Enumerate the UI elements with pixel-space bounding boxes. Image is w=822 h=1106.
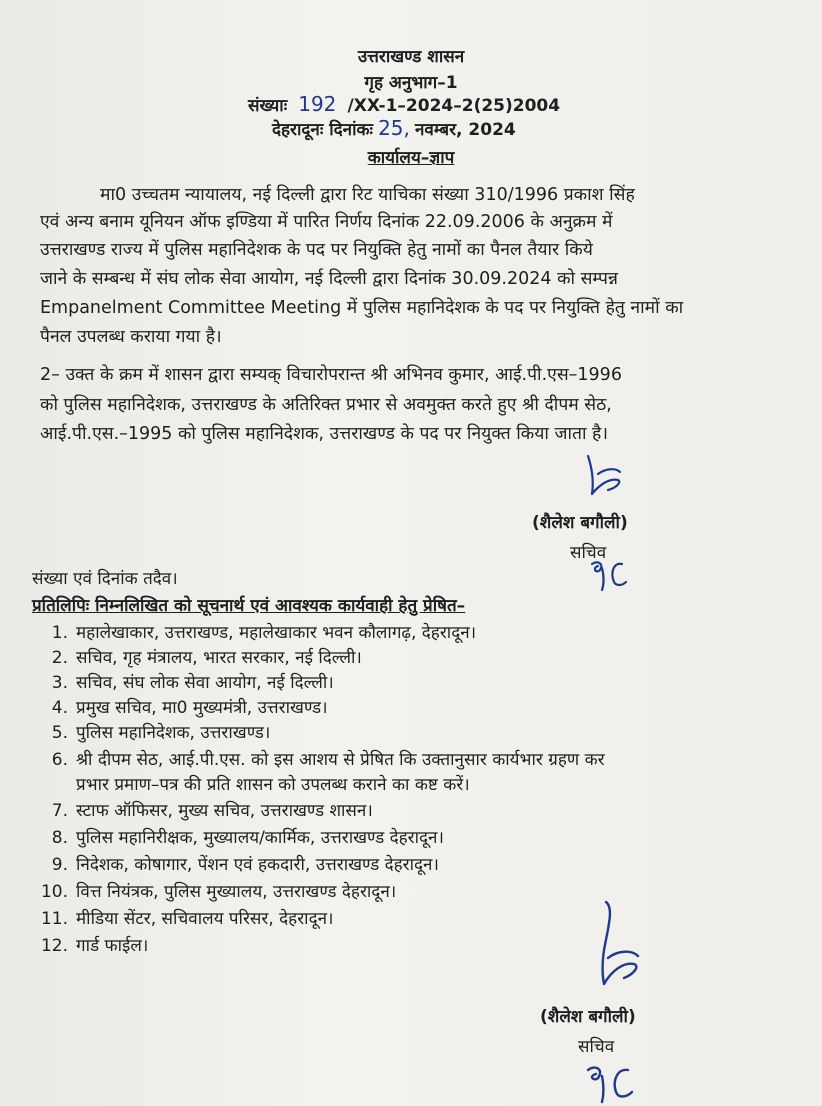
copy-item-6: 6. श्री दीपम सेठ, आई.पी.एस. को इस आशय से प्रेषित कि उक्तानुसार कार्यभार ग्रहण कर — [51, 750, 605, 770]
copy-ref-line: संख्या एवं दिनांक तदैव। — [32, 569, 178, 589]
handwritten-signature-icon — [570, 450, 640, 500]
copy-item-11: 11. मीडिया सेंटर, सचिवालय परिसर, देहरादून। — [40, 909, 334, 929]
copy-item-8: 8. पुलिस महानिरीक्षक, मुख्यालय/कार्मिक, उत्तराखण्ड देहरादून। — [51, 828, 444, 848]
place-date-label: देहरादूनः दिनांकः — [272, 120, 373, 140]
signature2-name: (शैलेश बगौली) — [540, 1007, 636, 1027]
para2-line-1: 2– उक्त के क्रम में शासन द्वारा सम्यक् विचारोपरान्त श्री अभिनव कुमार, आई.पी.एस–1996 — [40, 365, 622, 385]
signature1-designation: सचिव — [570, 543, 607, 563]
para1-line-6: पैनल उपलब्ध कराया गया है। — [40, 327, 222, 347]
copy-item-1: 1. महालेखाकार, उत्तराखण्ड, महालेखाकार भवन कौलागढ़, देहरादून। — [51, 623, 477, 643]
section-title: गृह अनुभाग–1 — [364, 73, 458, 93]
date-rest: नवम्बर, 2024 — [414, 120, 516, 140]
copy-item-5: 5. पुलिस महानिदेशक, उत्तराखण्ड। — [51, 723, 271, 743]
ref-rest: /XX-1–2024–2(25)2004 — [347, 96, 561, 116]
signature1-name: (शैलेश बगौली) — [532, 513, 628, 533]
reference-number — [248, 92, 560, 116]
copy-item-9: 9. निदेशक, कोषागार, पेंशन एवं हकदारी, उत्तराखण्ड देहरादून। — [51, 855, 439, 875]
handwritten-initials-icon — [588, 556, 628, 592]
handwritten-initials-icon — [584, 1060, 634, 1104]
para1-line-3: उत्तराखण्ड राज्य में पुलिस महानिदेशक के पद पर नियुक्ति हेतु नामों का पैनल तैयार किये — [40, 240, 593, 260]
copy-item-4: 4. प्रमुख सचिव, मा0 मुख्यमंत्री, उत्तराखण्ड। — [51, 698, 328, 718]
para2-line-2: को पुलिस महानिदेशक, उत्तराखण्ड के अतिरिक्त प्रभार से अवमुक्त करते हुए श्री दीपम सेठ, — [40, 395, 612, 415]
signature2-designation: सचिव — [578, 1037, 615, 1057]
date-handwritten: 25, — [378, 116, 410, 140]
copy-item-10: 10. वित्त नियंत्रक, पुलिस मुख्यालय, उत्तराखण्ड देहरादून। — [40, 882, 397, 902]
ref-handwritten: 192 — [298, 92, 337, 116]
handwritten-signature-icon — [578, 898, 658, 998]
govt-title: उत्तराखण्ड शासन — [357, 47, 465, 67]
para2-line-3: आई.पी.एस.–1995 को पुलिस महानिदेशक, उत्तराखण्ड के पद पर नियुक्त किया जाता है। — [40, 424, 608, 444]
para1-line-4: जाने के सम्बन्ध में संघ लोक सेवा आयोग, नई दिल्ली द्वारा दिनांक 30.09.2024 को सम्पन्न — [40, 269, 618, 289]
copy-item-12: 12. गार्ड फाईल। — [40, 936, 149, 956]
para1-line-5: Empanelment Committee Meeting में पुलिस महानिदेशक के पद पर नियुक्ति हेतु नामों का — [40, 298, 684, 318]
copy-item-7: 7. स्टाफ ऑफिसर, मुख्य सचिव, उत्तराखण्ड शासन। — [51, 801, 373, 821]
copy-item-2: 2. सचिव, गृह मंत्रालय, भारत सरकार, नई दिल्ली। — [51, 648, 362, 668]
place-date — [272, 116, 516, 140]
copy-item-3: 3. सचिव, संघ लोक सेवा आयोग, नई दिल्ली। — [51, 673, 334, 693]
copy-item-6-line-2: प्रभार प्रमाण–पत्र की प्रति शासन को उपलब्ध कराने का कष्ट करें। — [76, 775, 470, 795]
copy-heading: प्रतिलिपिः निम्नलिखित को सूचनार्थ एवं आवश्यक कार्यवाही हेतु प्रेषित– — [32, 596, 466, 616]
doc-type-heading: कार्यालय–ज्ञाप — [367, 148, 455, 168]
para1-line-2: एवं अन्य बनाम यूनियन ऑफ इण्डिया में पारित निर्णय दिनांक 22.09.2006 के अनुक्रम में — [40, 212, 613, 232]
ref-label: संख्याः — [248, 96, 288, 116]
para1-line-1: मा0 उच्चतम न्यायालय, नई दिल्ली द्वारा रिट याचिका संख्या 310/1996 प्रकाश सिंह — [100, 185, 635, 205]
